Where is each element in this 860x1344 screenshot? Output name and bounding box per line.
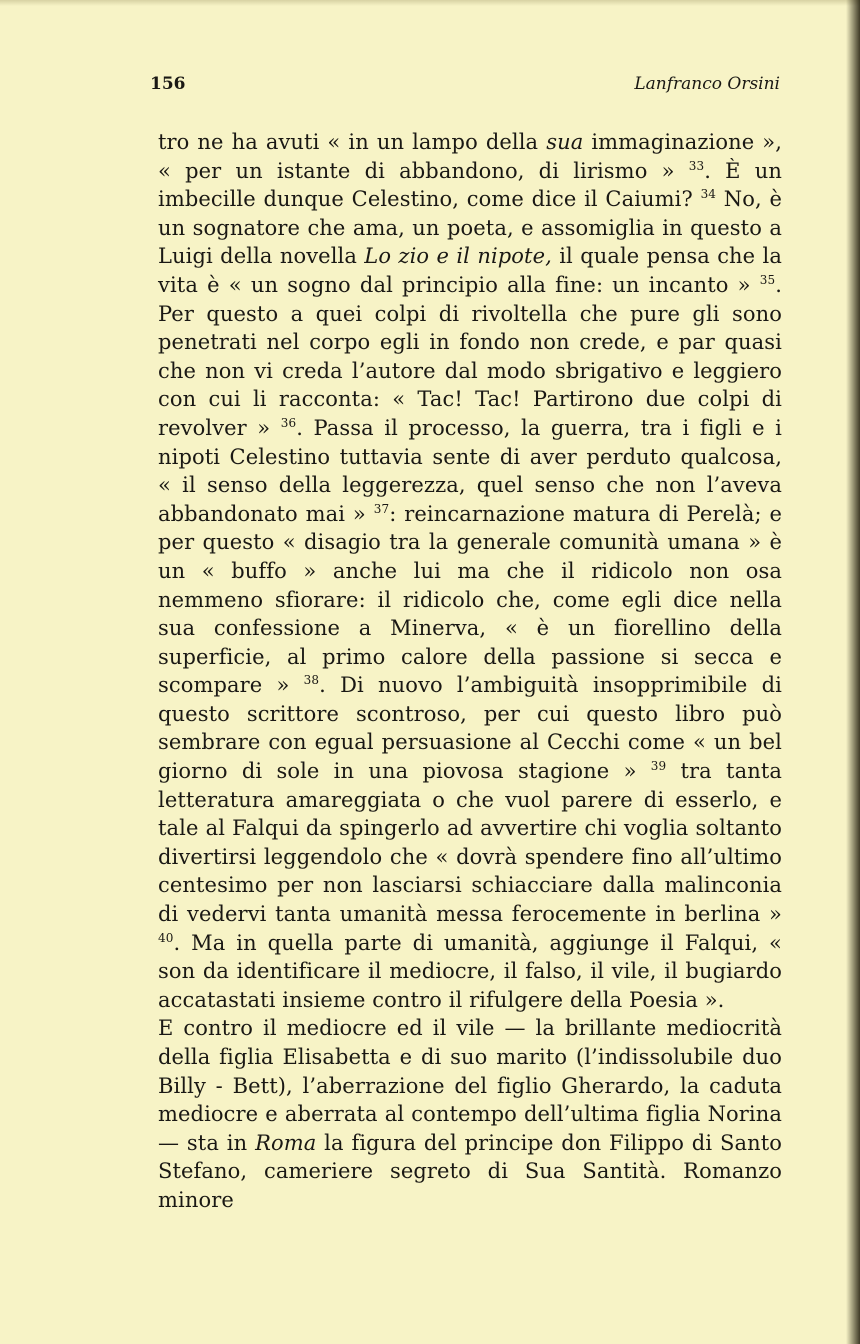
footnote-ref: 36: [280, 415, 297, 430]
text-run: la figura del principe don Filippo di Santo Stefano, cameriere segreto di Sua Santità. Romanzo minore: [158, 1130, 782, 1212]
page-top-shadow: [0, 0, 860, 6]
footnote-ref: 37: [373, 501, 390, 516]
emphasis: Lo zio e il nipote,: [364, 244, 552, 269]
footnote-ref: 38: [303, 673, 320, 688]
text-run: il quale pensa che la vita è « un sogno dal principio alla fine: un incanto »: [158, 244, 782, 297]
page-header: [150, 74, 780, 98]
page-edge-shadow: [846, 0, 860, 1344]
footnote-ref: 33: [688, 158, 705, 173]
text-run: . Di nuovo l’ambiguità insopprimibile di questo scrittore scontroso, per cui questo libro può sembrare con egual persuasione al Cecchi come « un bel giorno di sole in una piovosa stagione »: [158, 673, 782, 784]
text-run: . Ma in quella parte di umanità, aggiunge il Falqui, « son da identificare il mediocre, il falso, il vile, il bugiardo accatastati insieme contro il rifulgere della Poesia ».: [158, 930, 782, 1012]
body-text: [158, 128, 782, 1215]
footnote-ref: 39: [650, 759, 667, 774]
text-run: . Passa il processo, la guerra, tra i figli e i nipoti Celestino tuttavia sente di aver perduto qualcosa, « il senso della leggerezza, quel senso che non l’aveva abbandonato mai »: [158, 415, 782, 526]
text-run: immaginazione », « per un istante di abbandono, di lirismo »: [158, 130, 783, 183]
text-run: tra tanta letteratura amareggiata o che vuol parere di esserlo, e tale al Falqui da spingerlo ad avvertire chi voglia soltanto divertirsi leggendolo che « dovrà spendere fino all’ultimo centesimo per non lasciarsi schiacciare dalla malinconia di vedervi tanta umanità messa ferocemente in berlina »: [158, 759, 782, 927]
paragraph: [158, 128, 782, 1014]
emphasis: Roma: [255, 1130, 317, 1155]
emphasis: sua: [546, 130, 584, 154]
text-run: . È un imbecille dunque Celestino, come dice il Caiumi?: [158, 158, 782, 212]
text-run: E contro il mediocre ed il vile — la brillante mediocrità della figlia Elisabetta e di suo marito (l’indissolubile duo Billy - Bett), l’aberrazione del figlio Gherardo, la caduta mediocre e aberrata al contempo dell’ultima figlia Norina — sta in: [158, 1016, 782, 1155]
text-run: No, è un sognatore che ama, un poeta, e assomiglia in questo a Luigi della novella: [158, 187, 782, 269]
footnote-ref: 34: [700, 187, 717, 202]
text-run: . Per questo a quei colpi di rivoltella che pure gli sono penetrati nel corpo egli in fondo non crede, e par quasi che non vi creda l’autore dal modo sbrigativo e leggiero con cui li racconta: « Tac! Tac! Partirono due colpi di revolver »: [158, 272, 782, 440]
text-run: : reincarnazione matura di Perelà; e per questo « disagio tra la generale comunità umana » è un « buffo » anche lui ma che il ridicolo non osa nemmeno sfiorare: il ridicolo che, come egli dice nella sua confessione a Minerva, « è un fiorellino della superficie, al primo calore della passione si secca e scompare »: [158, 501, 782, 698]
text-run: tro ne ha avuti « in un lampo della: [158, 130, 547, 154]
footnote-ref: 40: [158, 930, 174, 945]
running-head: Lanfranco Orsini: [634, 74, 780, 94]
footnote-ref: 35: [759, 272, 776, 287]
page-number: 156: [150, 74, 186, 94]
paragraph: [158, 1014, 782, 1214]
